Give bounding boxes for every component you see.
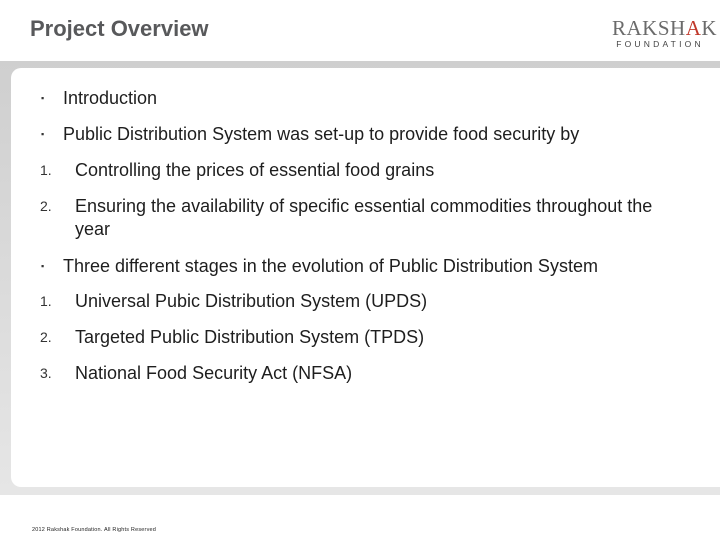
logo-wordmark: RAKSHAK [612, 16, 718, 40]
list-item-text: Three different stages in the evolution of Public Distribution System [63, 256, 598, 276]
list-item-text: Ensuring the availability of specific essential commodities throughout the year [75, 196, 653, 239]
list-number: 1. [40, 293, 52, 309]
list-number: 2. [40, 329, 52, 345]
list-item-text: National Food Security Act (NFSA) [75, 363, 353, 383]
list-item-text: Universal Pubic Distribution System (UPDS) [75, 291, 428, 311]
bullet-square-icon: ▪ [41, 129, 45, 139]
list-number: 1. [40, 162, 52, 178]
bullet-square-icon: ▪ [41, 261, 45, 271]
list-item-text: Introduction [63, 88, 158, 108]
bullet-list [11, 68, 720, 487]
list-item-text: Public Distribution System was set-up to provide food security by [63, 124, 580, 144]
content-panel [11, 68, 720, 487]
logo-subtitle: FOUNDATION [616, 39, 704, 49]
footer-copyright: 2012 Rakshak Foundation. All Rights Reserved [32, 527, 157, 533]
list-item-text: Targeted Public Distribution System (TPDS) [75, 327, 425, 347]
rakshak-foundation-logo [612, 16, 718, 49]
page-title: Project Overview [30, 16, 209, 41]
bullet-square-icon: ▪ [41, 93, 45, 103]
list-number: 3. [40, 365, 52, 381]
list-number: 2. [40, 198, 52, 214]
list-item-text: Controlling the prices of essential food grains [75, 160, 435, 180]
